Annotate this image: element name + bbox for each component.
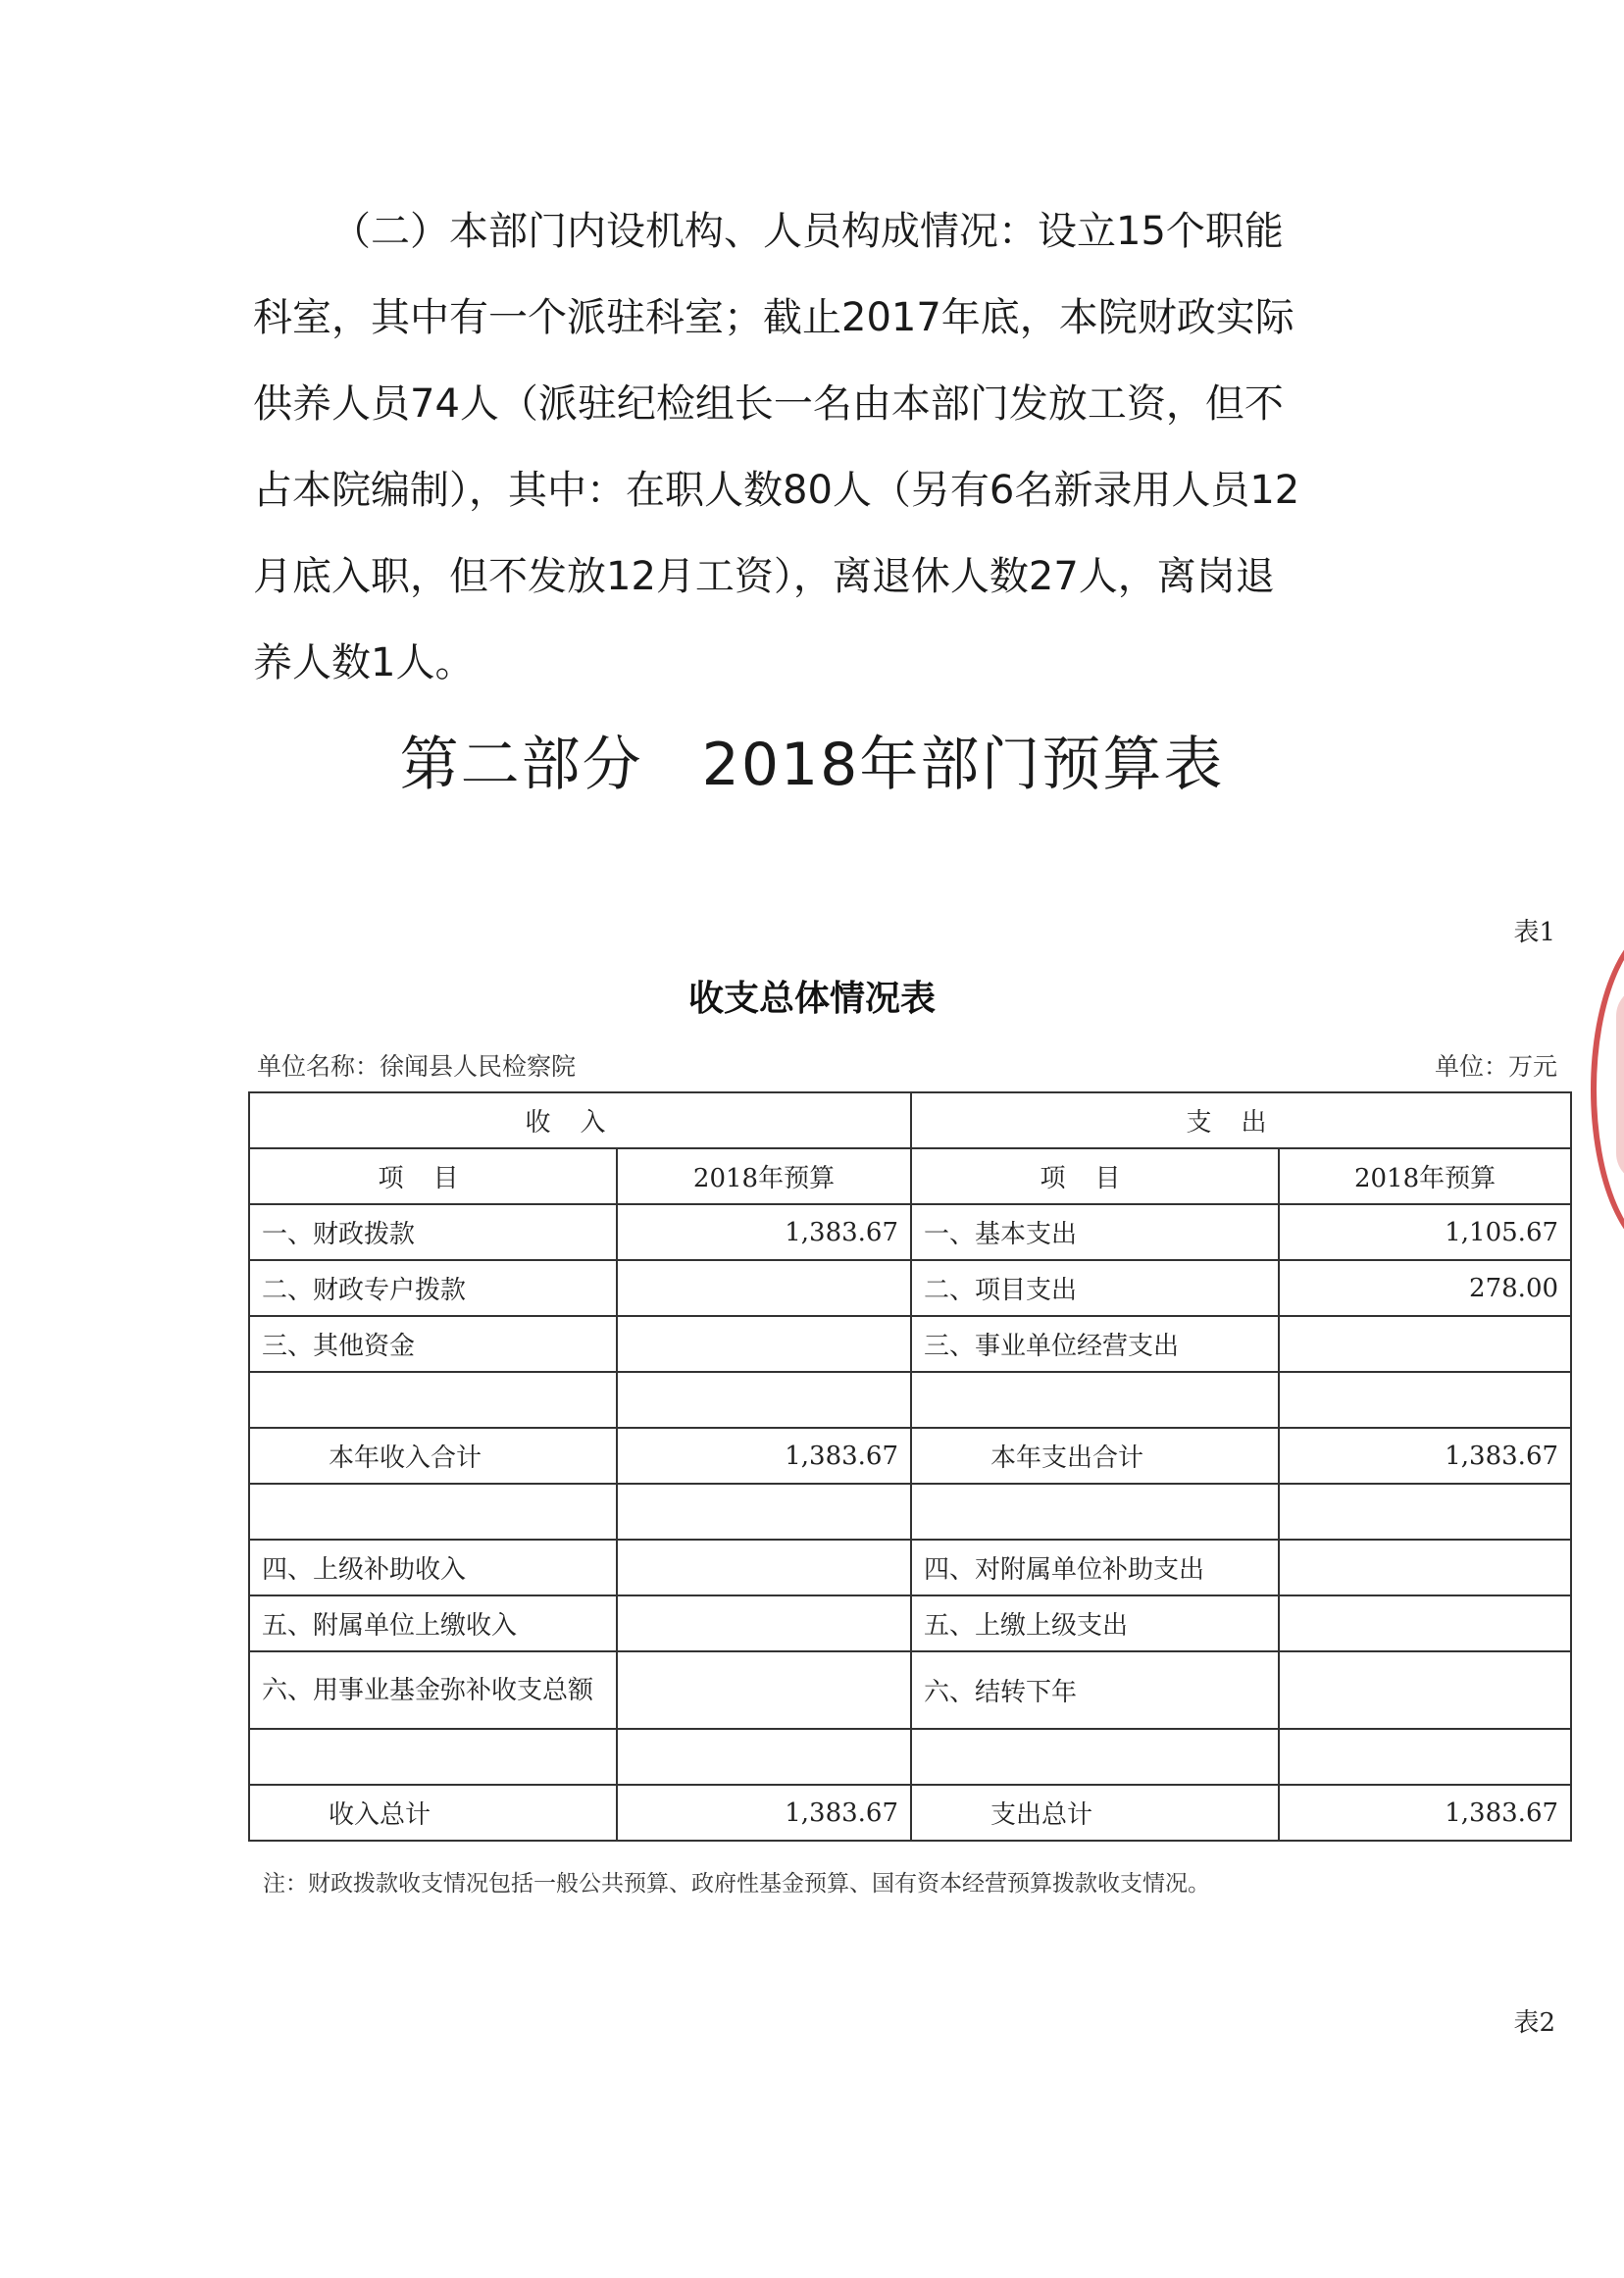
income-item: 四、上级补助收入 bbox=[249, 1540, 617, 1595]
paragraph-line-2: 科室，其中有一个派驻科室；截止2017年底，本院财政实际 bbox=[253, 295, 1294, 340]
expense-item: 六、结转下年 bbox=[911, 1651, 1279, 1729]
paragraph-line-1: （二）本部门内设机构、人员构成情况：设立15个职能 bbox=[331, 209, 1284, 254]
income-subtotal-value: 1,383.67 bbox=[617, 1428, 911, 1484]
income-value bbox=[617, 1540, 911, 1595]
expense-item: 一、基本支出 bbox=[911, 1204, 1279, 1260]
header-income-item: 项目 bbox=[249, 1148, 617, 1204]
income-value bbox=[617, 1595, 911, 1651]
income-total-value: 1,383.67 bbox=[617, 1785, 911, 1841]
table-row bbox=[249, 1729, 1571, 1785]
expense-total-label: 支出总计 bbox=[911, 1785, 1279, 1841]
table-row bbox=[249, 1651, 1571, 1729]
header-income: 收入 bbox=[249, 1092, 911, 1148]
header-expense-budget: 2018年预算 bbox=[1279, 1148, 1571, 1204]
expense-item bbox=[911, 1484, 1279, 1540]
expense-total-value: 1,383.67 bbox=[1279, 1785, 1571, 1841]
expense-item bbox=[911, 1729, 1279, 1785]
expense-value bbox=[1279, 1484, 1571, 1540]
expense-value bbox=[1279, 1316, 1571, 1372]
income-item: 六、用事业基金弥补收支总额 bbox=[249, 1651, 617, 1729]
table-row bbox=[249, 1372, 1571, 1428]
header-expense: 支出 bbox=[911, 1092, 1571, 1148]
expense-subtotal-value: 1,383.67 bbox=[1279, 1428, 1571, 1484]
table-row bbox=[249, 1204, 1571, 1260]
unit-name: 单位名称：徐闻县人民检察院 bbox=[257, 1052, 577, 1081]
income-value bbox=[617, 1260, 911, 1316]
expense-value bbox=[1279, 1540, 1571, 1595]
section-part: 第二部分 bbox=[399, 731, 643, 799]
expense-item: 三、事业单位经营支出 bbox=[911, 1316, 1279, 1372]
header-income-budget: 2018年预算 bbox=[617, 1148, 911, 1204]
table1-number: 表1 bbox=[1513, 918, 1555, 947]
expense-item: 四、对附属单位补助支出 bbox=[911, 1540, 1279, 1595]
income-value bbox=[617, 1484, 911, 1540]
table2-number: 表2 bbox=[1513, 2008, 1555, 2038]
income-value bbox=[617, 1316, 911, 1372]
table-row bbox=[249, 1540, 1571, 1595]
table-note: 注：财政拨款收支情况包括一般公共预算、政府性基金预算、国有资本经营预算拨款收支情况。 bbox=[263, 1871, 1210, 1897]
income-item bbox=[249, 1372, 617, 1428]
income-item: 二、财政专户拨款 bbox=[249, 1260, 617, 1316]
income-item: 三、其他资金 bbox=[249, 1316, 617, 1372]
expense-item: 二、项目支出 bbox=[911, 1260, 1279, 1316]
header-expense-item: 项目 bbox=[911, 1148, 1279, 1204]
expense-item: 五、上缴上级支出 bbox=[911, 1595, 1279, 1651]
table-row bbox=[249, 1316, 1571, 1372]
paragraph-line-5: 月底入职，但不发放12月工资），离退休人数27人，离岗退 bbox=[253, 554, 1275, 599]
income-item bbox=[249, 1729, 617, 1785]
table-row bbox=[249, 1595, 1571, 1651]
income-item: 一、财政拨款 bbox=[249, 1204, 617, 1260]
income-total-label: 收入总计 bbox=[249, 1785, 617, 1841]
intro-paragraph bbox=[253, 188, 1391, 706]
expense-item bbox=[911, 1372, 1279, 1428]
unit-label: 单位：万元 bbox=[1434, 1052, 1557, 1081]
table-row bbox=[249, 1428, 1571, 1484]
expense-value: 278.00 bbox=[1279, 1260, 1571, 1316]
budget-table bbox=[248, 1091, 1572, 1842]
income-value bbox=[617, 1651, 911, 1729]
income-value: 1,383.67 bbox=[617, 1204, 911, 1260]
paragraph-line-6: 养人数1人。 bbox=[253, 640, 475, 685]
expense-value bbox=[1279, 1372, 1571, 1428]
section-title bbox=[0, 726, 1624, 804]
expense-value: 1,105.67 bbox=[1279, 1204, 1571, 1260]
expense-subtotal-label: 本年支出合计 bbox=[911, 1428, 1279, 1484]
expense-value bbox=[1279, 1595, 1571, 1651]
table-row bbox=[249, 1260, 1571, 1316]
income-item bbox=[249, 1484, 617, 1540]
paragraph-line-3: 供养人员74人（派驻纪检组长一名由本部门发放工资，但不 bbox=[253, 381, 1284, 427]
expense-value bbox=[1279, 1651, 1571, 1729]
income-item: 五、附属单位上缴收入 bbox=[249, 1595, 617, 1651]
table-row bbox=[249, 1484, 1571, 1540]
income-value bbox=[617, 1729, 911, 1785]
paragraph-line-4: 占本院编制），其中：在职人数80人（另有6名新录用人员12 bbox=[253, 468, 1300, 513]
section-name: 2018年部门预算表 bbox=[701, 731, 1225, 799]
income-value bbox=[617, 1372, 911, 1428]
table1-title: 收支总体情况表 bbox=[687, 979, 936, 1019]
unit-row bbox=[257, 1047, 1557, 1083]
expense-value bbox=[1279, 1729, 1571, 1785]
table-row bbox=[249, 1785, 1571, 1841]
income-subtotal-label: 本年收入合计 bbox=[249, 1428, 617, 1484]
